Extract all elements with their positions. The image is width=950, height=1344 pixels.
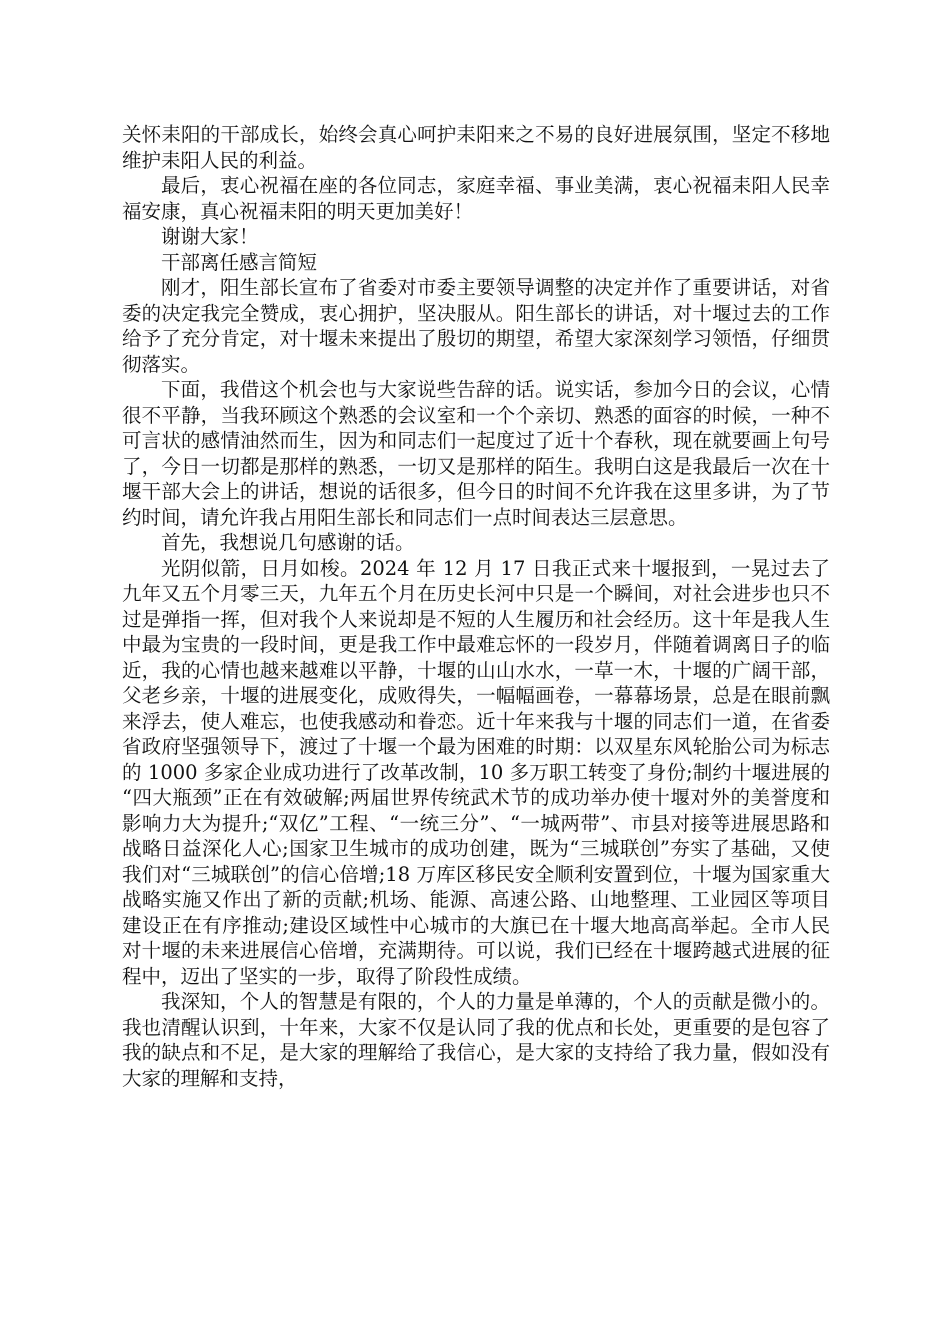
paragraph: 谢谢大家！ bbox=[161, 225, 259, 248]
section-title: 干部离任感言简短 bbox=[161, 250, 318, 274]
paragraph: 刚才，阳生部长宣布了省委对市委主要领导调整的决定并作了重要讲话，对省委的决定我完全赞成，衷心拥护，坚决服从。阳生部长的讲话，对十堰过去的工作给予了充分肯定，对十堰未来提出了殷切的期望，希望大家深刻学习领悟，仔细贯彻落实。 bbox=[122, 276, 830, 376]
paragraph: 首先，我想说几句感谢的话。 bbox=[161, 531, 415, 554]
paragraph: 我深知，个人的智慧是有限的，个人的力量是单薄的，个人的贡献是微小的。我也清醒认识到，十年来，大家不仅是认同了我的优点和长处，更重要的是包容了我的缺点和不足，是大家的理解给了我信心，是大家的支持给了我力量，假如没有大家的理解和支持， bbox=[122, 990, 830, 1090]
paragraph: 光阴似箭，日月如梭。2024 年 12 月 17 日我正式来十堰报到，一晃过去了九年又五个月零三天，九年五个月在历史长河中只是一个瞬间，对社会进步也只不过是弹指一挥，但对我个人来说却是不短的人生履历和社会经历。这十年是我人生中最为宝贵的一段时间，更是我工作中最难忘怀的一段岁月，伴随着调离日子的临近，我的心情也越来越难以平静，十堰的山山水水，一草一木，十堰的广阔干部，父老乡亲，十堰的进展变化，成败得失，一幅幅画卷，一幕幕场景，总是在眼前飘来浮去，使人难忘，也使我感动和眷恋。近十年来我与十堰的同志们一道，在省委省政府坚强领导下，渡过了十堰一个最为困难的时期：以双星东风轮胎公司为标志的 1000 多家企业成功进行了改革改制，10 多万职工转变了身份;制约十堰进展的“四大瓶颈”正在有效破解;两届世界传统武术节的成功举办使十堰对外的美誉度和影响力大为提升;“双亿”工程、“一统三分”、“一城两带”、市县对接等进展思路和战略日益深化人心;国家卫生城市的成功创建，既为“三城联创”夯实了基础，又使我们对“三城联创”的信心倍增;18 万库区移民安全顺利安置到位，十堰为国家重大战略实施又作出了新的贡献;机场、能源、高速公路、山地整理、工业园区等项目建设正在有序推动;建设区域性中心城市的大旗已在十堰大地高高举起。全市人民对十堰的未来进展信心倍增，充满期待。可以说，我们已经在十堰跨越式进展的征程中，迈出了坚实的一步，取得了阶段性成绩。 bbox=[122, 556, 830, 988]
paragraph: 下面，我借这个机会也与大家说些告辞的话。说实话，参加今日的会议，心情很不平静，当我环顾这个熟悉的会议室和一个个亲切、熟悉的面容的时候，一种不可言状的感情油然而生，因为和同志们一起度过了近十个春秋，现在就要画上句号了，今日一切都是那样的熟悉，一切又是那样的陌生。我明白这是我最后一次在十堰干部大会上的讲话，想说的话很多，但今日的时间不允许我在这里多讲，为了节约时间，请允许我占用阳生部长和同志们一点时间表达三层意思。 bbox=[122, 378, 830, 529]
document-page bbox=[122, 122, 830, 1091]
paragraph: 最后，衷心祝福在座的各位同志，家庭幸福、事业美满，衷心祝福耒阳人民幸福安康，真心祝福耒阳的明天更加美好！ bbox=[122, 174, 830, 223]
paragraph: 关怀耒阳的干部成长，始终会真心呵护耒阳来之不易的良好进展氛围，坚定不移地维护耒阳人民的利益。 bbox=[122, 123, 830, 172]
